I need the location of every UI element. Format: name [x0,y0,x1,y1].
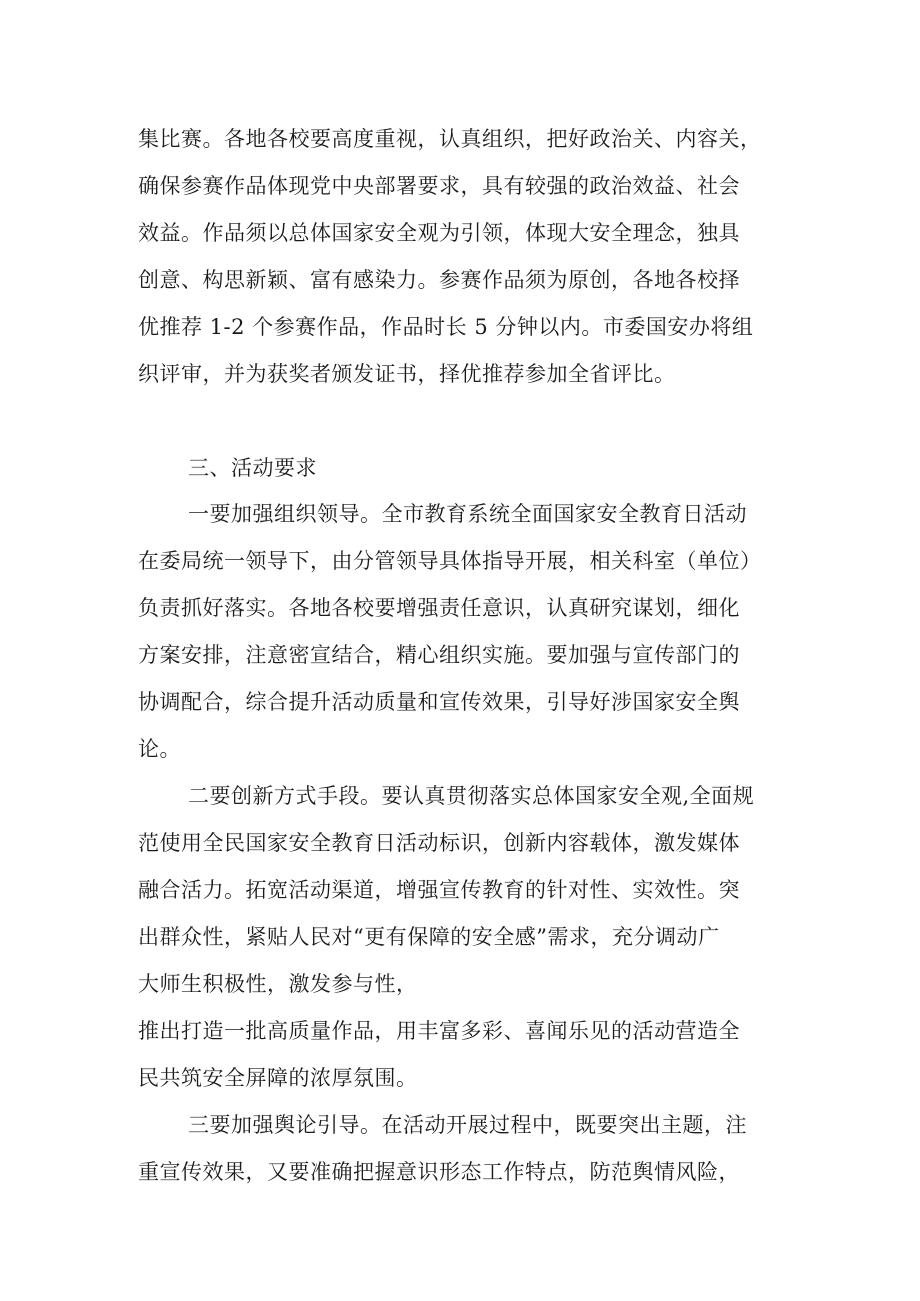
paragraph-line: 在委局统一领导下，由分管领导具体指导开展，相关科室（单位） [138,549,762,573]
paragraph-line: 效益。作品须以总体国家安全观为引领，体现大安全理念，独具 [138,221,740,245]
paragraph-line: 二要创新方式手段。要认真贯彻落实总体国家安全观,全面规 [188,784,755,808]
paragraph-line: 优推荐 1-2 个参赛作品，作品时长 5 分钟以内。市委国安办将组 [138,315,754,339]
paragraph-line: 出群众性，紧贴人民对“更有保障的安全感”需求，充分调动广 [138,925,720,949]
paragraph-line: 方案安排，注意密宣结合，精心组织实施。要加强与宣传部门的 [138,643,740,667]
paragraph-line: 创意、构思新颖、富有感染力。参赛作品须为原创，各地各校择 [138,268,740,292]
paragraph-line: 负责抓好落实。各地各校要增强责任意识，认真研究谋划，细化 [138,596,740,620]
paragraph-line: 论。 [138,737,181,761]
paragraph-line: 织评审，并为获奖者颁发证书，择优推荐参加全省评比。 [138,362,676,386]
section-heading: 三、活动要求 [188,456,317,480]
paragraph-line: 民共筑安全屏障的浓厚氛围。 [138,1066,418,1090]
paragraph-line: 协调配合，综合提升活动质量和宣传效果，引导好涉国家安全舆 [138,690,740,714]
paragraph-line: 大师生积极性，激发参与性， [138,972,418,996]
paragraph-line: 确保参赛作品体现党中央部署要求，具有较强的政治效益、社会 [138,174,740,198]
paragraph-line: 重宣传效果，又要准确把握意识形态工作特点，防范舆情风险， [138,1160,740,1184]
paragraph-line: 三要加强舆论引导。在活动开展过程中，既要突出主题，注 [188,1113,747,1137]
paragraph-line: 范使用全民国家安全教育日活动标识，创新内容载体，激发媒体 [138,831,740,855]
paragraph-line: 一要加强组织领导。全市教育系统全面国家安全教育日活动 [188,502,747,526]
paragraph-line: 推出打造一批高质量作品，用丰富多彩、喜闻乐见的活动营造全 [138,1019,740,1043]
paragraph-line: 集比赛。各地各校要高度重视，认真组织，把好政治关、内容关， [138,127,762,151]
paragraph-line: 融合活力。拓宽活动渠道，增强宣传教育的针对性、实效性。突 [138,878,740,902]
